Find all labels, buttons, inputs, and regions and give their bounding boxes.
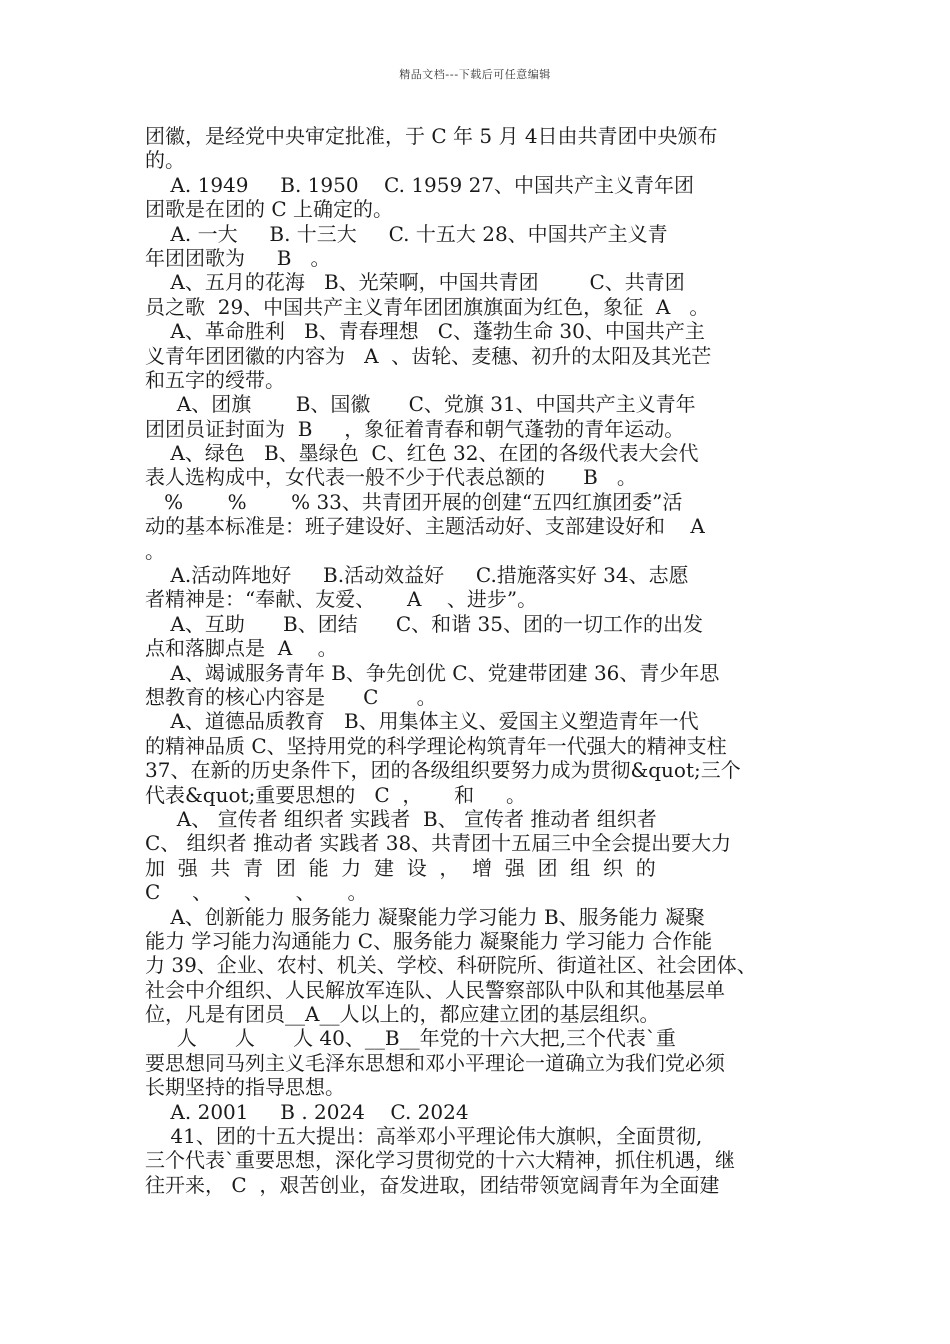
text-line: A、创新能力 服务能力 凝聚能力学习能力 B、服务能力 凝聚: [145, 904, 705, 929]
text-line: 义青年团团徽的内容为 A 、齿轮、麦穗、初升的太阳及其光芒: [145, 343, 712, 368]
text-line: A. 2001 B . 2024 C. 2024: [145, 1099, 469, 1124]
text-line: 年团团歌为 B 。: [145, 245, 331, 270]
text-line: 点和落脚点是 A 。: [145, 636, 338, 661]
text-line: A、革命胜利 B、青春理想 C、蓬勃生命 30、中国共产主: [145, 319, 705, 344]
text-line: C 、 、 、 。: [145, 880, 368, 905]
text-line: 力 39、企业、农村、机关、学校、科研院所、街道社区、社会团体、: [145, 953, 757, 978]
text-line: 位，凡是有团员__A__人以上的，都应建立团的基层组织。: [145, 1002, 660, 1027]
text-line: 三个代表`重要思想，深化学习贯彻党的十六大精神，抓住机遇，继: [145, 1148, 735, 1173]
text-line: A. 一大 B. 十三大 C. 十五大 28、中国共产主义青: [145, 221, 668, 246]
text-line: 的。: [145, 148, 185, 173]
text-line: 的精神品质 C、坚持用党的科学理论构筑青年一代强大的精神支柱: [145, 733, 727, 758]
text-line: 往开来， C ，艰苦创业，奋发进取，团结带领宽阔青年为全面建: [145, 1172, 720, 1197]
text-line: 想教育的核心内容是 C 。: [145, 684, 437, 709]
text-line: 长期坚持的指导思想。: [145, 1075, 345, 1100]
text-line: 加 强 共 青 团 能 力 建 设 ， 增 强 团 组 织 的: [145, 855, 656, 880]
text-line: 团歌是在团的 C 上确定的。: [145, 197, 394, 222]
text-line: A、竭诚服务青年 B、争先创优 C、党建带团建 36、青少年思: [145, 660, 720, 685]
text-line: A. 1949 B. 1950 C. 1959 27、中国共产主义青年团: [145, 172, 695, 197]
text-line: 能力 学习能力沟通能力 C、服务能力 凝聚能力 学习能力 合作能: [145, 928, 713, 953]
document-body: [145, 124, 810, 1197]
text-line: 人 人 人 40、__B__年党的十六大把,三个代表`重: [145, 1026, 676, 1051]
text-line: 社会中介组织、人民解放军连队、人民警察部队中队和其他基层单: [145, 977, 725, 1002]
text-line: 表人选构成中，女代表一般不少于代表总额的 B 。: [145, 465, 637, 490]
text-line: 者精神是：“奉献、友爱、 A 、进步”。: [145, 587, 538, 612]
text-line: 团团员证封面为 B ，象征着青春和朝气蓬勃的青年运动。: [145, 416, 685, 441]
text-line: 动的基本标准是：班子建设好、主题活动好、支部建设好和 A: [145, 514, 705, 539]
text-line: % % % 33、共青团开展的创建“五四红旗团委”活: [145, 489, 683, 514]
text-line: A、五月的花海 B、光荣啊，中国共青团 C、共青团: [145, 270, 685, 295]
text-line: A、互助 B、团结 C、和谐 35、团的一切工作的出发: [145, 611, 703, 636]
text-line: A、团旗 B、国徽 C、党旗 31、中国共产主义青年: [145, 392, 696, 417]
text-line: A、 宣传者 组织者 实践者 B、 宣传者 推动者 组织者: [145, 806, 657, 831]
text-line: 和五字的绶带。: [145, 367, 285, 392]
text-line: A.活动阵地好 B.活动效益好 C.措施落实好 34、志愿: [145, 563, 689, 588]
text-line: 要思想同马列主义毛泽东思想和邓小平理论一道确立为我们党必须: [145, 1050, 725, 1075]
text-line: 37、在新的历史条件下，团的各级组织要努力成为贯彻&quot;三个: [145, 758, 741, 783]
page-header: 精品文档---下载后可任意编辑: [399, 68, 551, 81]
text-line: 41、团的十五大提出：高举邓小平理论伟大旗帜，全面贯彻,: [145, 1124, 703, 1149]
text-line: 代表&quot;重要思想的 C ， 和 。: [145, 782, 526, 807]
text-line: 员之歌 29、中国共产主义青年团团旗旗面为红色，象征 A 。: [145, 294, 710, 319]
text-line: A、道德品质教育 B、用集体主义、爱国主义塑造青年一代: [145, 709, 699, 734]
text-line: C、 组织者 推动者 实践者 38、共青团十五届三中全会提出要大力: [145, 831, 732, 856]
text-line: 。: [145, 538, 165, 563]
text-line: A、绿色 B、墨绿色 C、红色 32、在团的各级代表大会代: [145, 441, 699, 466]
text-line: 团徽，是经党中央审定批准，于 C 年 5 月 4日由共青团中央颁布: [145, 124, 718, 148]
